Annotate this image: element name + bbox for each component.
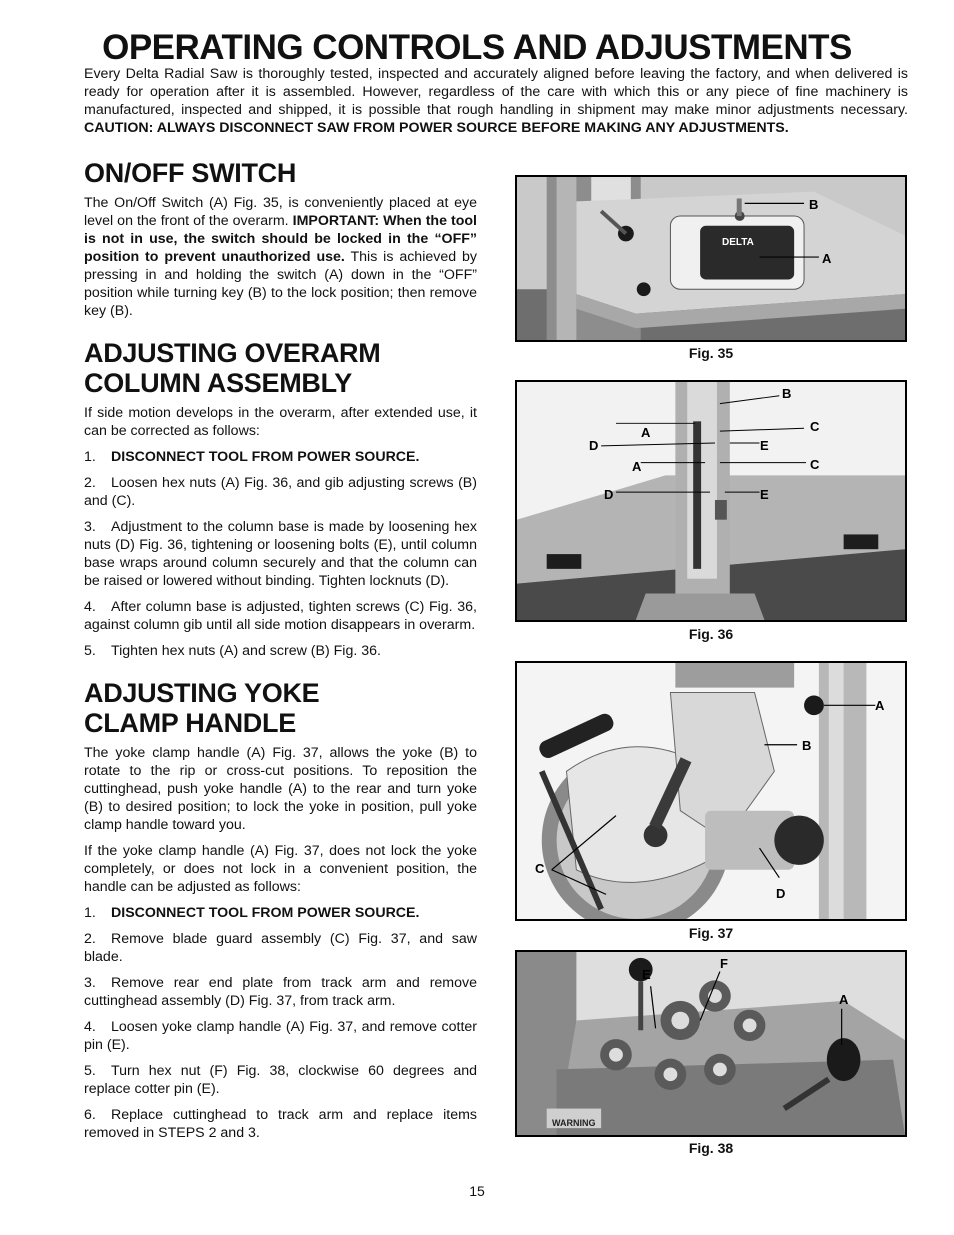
- step-number: 4.: [84, 599, 96, 615]
- heading-overarm-line2: COLUMN ASSEMBLY: [84, 368, 353, 398]
- step-number: 4.: [84, 1019, 96, 1035]
- fig38-warning-label: WARNING: [552, 1118, 596, 1128]
- step-number: 3.: [84, 975, 96, 991]
- overarm-step-1: [84, 448, 477, 466]
- onoff-important: IMPORTANT: When the tool is not in use, the switch should be locked in the “OFF” position to prevent unauthorized use.: [84, 213, 477, 265]
- fig36-label-a2: A: [632, 459, 642, 474]
- fig37-caption: Fig. 37: [688, 925, 734, 941]
- step-text: Loosen yoke clamp handle (A) Fig. 37, and remove cotter pin (E).: [84, 1019, 477, 1053]
- figure-38-photo: [515, 950, 907, 1137]
- step-number: 3.: [84, 519, 96, 535]
- section-yoke: [84, 678, 477, 1142]
- step-number: 5.: [84, 643, 96, 659]
- figure-35-photo: [515, 175, 907, 342]
- yoke-step-2: [84, 930, 477, 966]
- fig38-label-e: E: [642, 967, 651, 982]
- yoke-para2: If the yoke clamp handle (A) Fig. 37, does not lock the yoke completely, or does not lock in a convenient position, the handle can be adjusted as follows:: [84, 843, 477, 895]
- step-number: 2.: [84, 931, 96, 947]
- fig37-label-c: C: [535, 861, 545, 876]
- heading-yoke: [84, 678, 477, 738]
- overarm-intro: If side motion develops in the overarm, after extended use, it can be corrected as follows:: [84, 405, 477, 439]
- onoff-text2: This is achieved by pressing in and holding the switch (A) down in the “OFF” position while turning key (B) to the lock position; then remove key (B).: [84, 249, 477, 319]
- step-number: 5.: [84, 1063, 96, 1079]
- step-number: 1.: [84, 905, 96, 921]
- step-number: 6.: [84, 1107, 96, 1123]
- intro-caution: CAUTION: ALWAYS DISCONNECT SAW FROM POWER SOURCE BEFORE MAKING ANY ADJUSTMENTS.: [84, 120, 789, 136]
- step-text: Loosen hex nuts (A) Fig. 36, and gib adjusting screws (B) and (C).: [84, 475, 477, 509]
- fig36-label-c2: C: [810, 457, 820, 472]
- fig37-illustration: [517, 663, 905, 919]
- step-text: Tighten hex nuts (A) and screw (B) Fig. 36.: [111, 643, 381, 659]
- fig38-label-a: A: [839, 992, 849, 1007]
- step-text: Turn hex nut (F) Fig. 38, clockwise 60 degrees and replace cotter pin (E).: [84, 1063, 477, 1097]
- fig38-caption: Fig. 38: [688, 1140, 734, 1156]
- fig37-label-a: A: [875, 698, 885, 713]
- step-number: 1.: [84, 449, 96, 465]
- figure-36-photo: [515, 380, 907, 622]
- yoke-step-1: [84, 904, 477, 922]
- step-text: Replace cuttinghead to track arm and replace items removed in STEPS 2 and 3.: [84, 1107, 477, 1141]
- fig36-label-d1: D: [589, 438, 599, 453]
- heading-yoke-line2: CLAMP HANDLE: [84, 708, 296, 738]
- page-number: 15: [469, 1183, 485, 1199]
- step-text: Adjustment to the column base is made by loosening hex nuts (D) Fig. 36, tightening or loosening bolts (E), until column base wraps around column securely and that the column can be raised or lowered without binding. Tighten locknuts (D).: [84, 519, 477, 589]
- yoke-para1: The yoke clamp handle (A) Fig. 37, allows the yoke (B) to rotate to the rip or cross-cut positions. To reposition the cuttinghead, push yoke handle (A) to the rear and turn yoke (B) to desired position; to lock the yoke in position, pull yoke clamp handle toward you.: [84, 745, 477, 833]
- fig36-label-b: B: [782, 386, 792, 401]
- step-text: After column base is adjusted, tighten screws (C) Fig. 36, against column gib until all side motion disappears in overarm.: [84, 599, 477, 633]
- left-column: [84, 158, 477, 1160]
- fig36-label-c1: C: [810, 419, 820, 434]
- step-number: 2.: [84, 475, 96, 491]
- section-overarm: [84, 338, 477, 660]
- step-text: Remove blade guard assembly (C) Fig. 37, and saw blade.: [84, 931, 477, 965]
- fig35-brand: DELTA: [722, 237, 754, 248]
- fig37-label-b: B: [802, 738, 812, 753]
- heading-overarm: [84, 338, 477, 398]
- fig36-caption: Fig. 36: [688, 626, 734, 642]
- fig38-illustration: [517, 952, 905, 1135]
- fig35-caption: Fig. 35: [688, 345, 734, 361]
- heading-yoke-line1: ADJUSTING YOKE: [84, 678, 320, 708]
- fig36-label-a1: A: [641, 425, 651, 440]
- heading-overarm-line1: ADJUSTING OVERARM: [84, 338, 381, 368]
- overarm-step-5: [84, 642, 477, 660]
- heading-onoff-switch: ON/OFF SWITCH: [84, 158, 297, 188]
- figure-37-photo: [515, 661, 907, 921]
- section-onoff-switch: [84, 158, 477, 320]
- fig37-label-d: D: [776, 886, 786, 901]
- step-text: Remove rear end plate from track arm and remove cuttinghead assembly (D) Fig. 37, from track arm.: [84, 975, 477, 1009]
- fig36-label-e1: E: [760, 438, 769, 453]
- yoke-step-4: [84, 1018, 477, 1054]
- yoke-step-5: [84, 1062, 477, 1098]
- page-title: OPERATING CONTROLS AND ADJUSTMENTS: [102, 28, 852, 67]
- yoke-step-3: [84, 974, 477, 1010]
- intro-paragraph: [84, 65, 908, 137]
- yoke-step-6: [84, 1106, 477, 1142]
- overarm-step-2: [84, 474, 477, 510]
- fig35-label-a: A: [822, 251, 832, 266]
- fig35-label-b: B: [809, 197, 819, 212]
- intro-text: Every Delta Radial Saw is thoroughly tested, inspected and accurately aligned before leaving the factory, and when delivered is ready for operation after it is assembled. However, regardless of the care with which this or any piece of fine machinery is manufactured, inspected and shipped, it is possible that rough handling in shipment may make minor adjustments necessary.: [84, 66, 908, 118]
- fig38-label-f: F: [720, 956, 728, 971]
- fig36-label-d2: D: [604, 487, 614, 502]
- step-text: DISCONNECT TOOL FROM POWER SOURCE.: [111, 449, 420, 465]
- fig35-illustration: [517, 177, 905, 340]
- step-text: DISCONNECT TOOL FROM POWER SOURCE.: [111, 905, 420, 921]
- overarm-step-3: [84, 518, 477, 590]
- onoff-text1: The On/Off Switch (A) Fig. 35, is conveniently placed at eye level on the front of the overarm.: [84, 195, 477, 229]
- overarm-step-4: [84, 598, 477, 634]
- fig36-label-e2: E: [760, 487, 769, 502]
- fig36-illustration: [517, 382, 905, 620]
- onoff-paragraph: [84, 194, 477, 320]
